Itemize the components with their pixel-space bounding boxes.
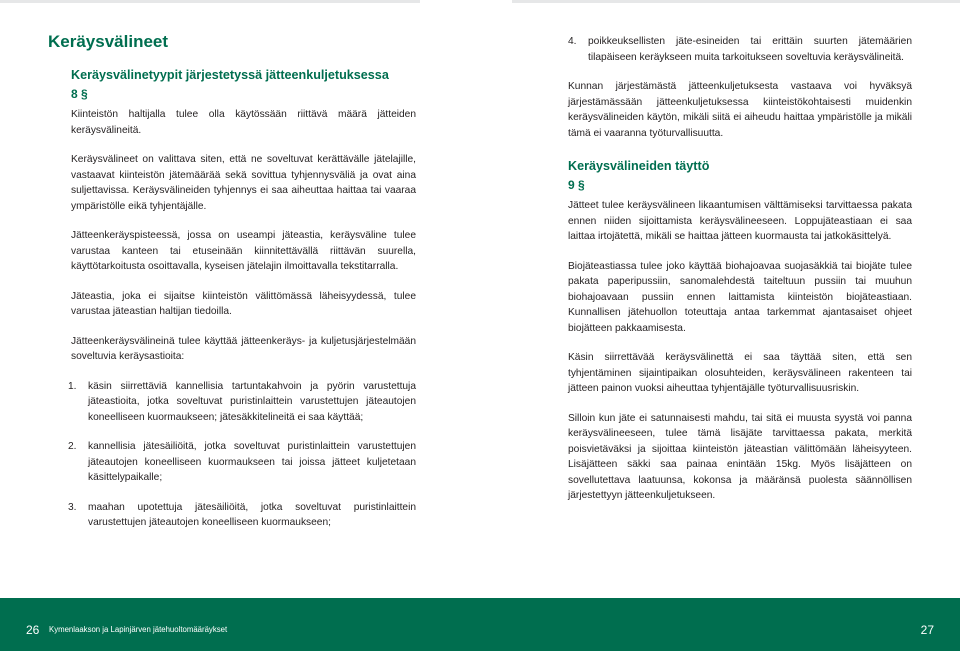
- list-text: poikkeuksellisten jäte-esineiden tai erittäin suurten jätemäärien tilapäiseen keräykseen muita tarkoitukseen soveltuvia keräysvälineitä.: [588, 36, 912, 63]
- paragraph: Silloin kun jäte ei satunnaisesti mahdu, tai sitä ei muusta syystä voi panna keräysvälineeseen, tulee tämä lisäjäte tarvittaessa pakata, merkitä poisvietäväksi ja sijoittaa kiinteistön jäteastian välittömään läheisyyteen. Lisäjätteen säkki saa painaa enintään 15kg. Myös lisäjätteen on sovellutettava laatuunsa, kokonsa ja määränsä puolesta säännöllisen järjestettyyn jätteenkuljetukseen.: [568, 412, 912, 501]
- paragraph: Biojäteastiassa tulee joko käyttää biohajoavaa suojasäkkiä tai biojäte tulee pakata paperipussiin, sanomalehdestä taiteltuun pussiin tai muuhun biohajoavaan pussiin ennen laittamista kiinteistön biojäteastiaan. Kunnallisen jätehuollon toteuttaja antaa tarkemmat ajantasaiset ohjeet biojätteen pakkaamisesta.: [568, 260, 912, 334]
- paragraph: Keräysvälineet on valittava siten, että ne soveltuvat kerättävälle jätelajille, vastaavat kiinteistön jätemäärää sekä sovittua tyhjennysväliä ja ovat aina suljettavissa. Keräysvälineiden tyhjennys ei saa aiheuttaa haittaa tai vaaraa ympäristölle eikä tyhjentäjälle.: [71, 154, 416, 212]
- paragraph: Jäteastia, joka ei sijaitse kiinteistön välittömässä läheisyydessä, tulee varustaa jäteastian haltijan tiedoilla.: [71, 290, 416, 317]
- section-number: 8 §: [71, 87, 88, 101]
- footer-bar: [0, 598, 960, 651]
- page-number-right: 27: [920, 623, 934, 637]
- list-item: [568, 34, 912, 65]
- page-number-left: 26: [26, 623, 40, 637]
- list-item: [68, 500, 416, 531]
- right-column: [568, 34, 912, 504]
- paragraph: Jätteenkeräysvälineinä tulee käyttää jätteenkeräys- ja kuljetusjärjestelmään soveltuvia keräysastioita:: [71, 335, 416, 362]
- top-tab-right: [512, 0, 960, 3]
- list-item: [68, 379, 416, 426]
- left-column: [68, 66, 416, 545]
- list-number: 4.: [568, 36, 577, 47]
- section-subtitle: Keräysvälineiden täyttö: [568, 159, 710, 173]
- list-number: 2.: [68, 441, 77, 452]
- list-number: 3.: [68, 501, 77, 513]
- paragraph: Kunnan järjestämästä jätteenkuljetuksesta vastaava voi hyväksyä järjestämässään jätteenkuljetuksessa kiinteistökohtaisesti muidenkin keräysvälineiden käytön, mikäli siitä ei aiheudu haittaa ympäristölle ja mikäli tämä ei vaaranna työturvallisuutta.: [568, 81, 912, 139]
- paragraph: Jätteenkeräyspisteessä, jossa on useampi jäteastia, keräysväline tulee varustaa kanteen tai etuseinään kiinnitettävällä riittävän suurella, käyttötarkoitusta osoittavalla, kyseisen jätelajin ilmoittavalla tekstitarralla.: [71, 230, 416, 272]
- paragraph: Kiinteistön haltijalla tulee olla käytössään riittävä määrä jätteiden keräysvälineitä.: [71, 109, 416, 136]
- section-number: 9 §: [568, 178, 585, 192]
- paragraph: Käsin siirrettävää keräysvälinettä ei saa täyttää siten, että sen tyhjentäminen sijaintipaikan olosuhteiden, keräysvälineen rakenteen tai jätteen painon vuoksi aiheuttaa tyhjentäjälle työturvallisuusriskin.: [568, 352, 912, 394]
- paragraph: Jätteet tulee keräysvälineen likaantumisen välttämiseksi tarvittaessa pakata ennen niiden sijoittamista keräysvälineeseen. Loppujäteastiaan ei saa laittaa irtojätettä, mikäli se haittaa jätteen kuormausta tai jatkokäsittelyä.: [568, 200, 912, 242]
- publication-title: Kymenlaakson ja Lapinjärven jätehuoltomääräykset: [49, 625, 228, 634]
- page-title: Keräysvälineet: [48, 32, 169, 51]
- list-item: [68, 439, 416, 486]
- list-number: 1.: [68, 380, 77, 392]
- section-subtitle: Keräysvälinetyypit järjestetyssä jätteenkuljetuksessa: [71, 68, 389, 82]
- list-text: kannellisia jätesäiliöitä, jotka soveltuvat puristinlaittein varustettujen jäteautojen koneelliseen kuormaukseen tai joissa jätteet kuljetetaan käsittelypaikalle;: [88, 441, 416, 483]
- list-text: maahan upotettuja jätesäiliöitä, jotka soveltuvat puristinlaittein varustettujen jäteautojen koneelliseen kuormaukseen;: [88, 501, 416, 528]
- top-tab-left: [0, 0, 420, 3]
- list-text: käsin siirrettäviä kannellisia tartuntakahvoin ja pyörin varustettuja jäteastioita, jotka soveltuvat puristinlaittein varustettujen jäteautojen koneelliseen kuormaukseen; jätesäkkitelineitä ei saa käyttää;: [88, 380, 416, 423]
